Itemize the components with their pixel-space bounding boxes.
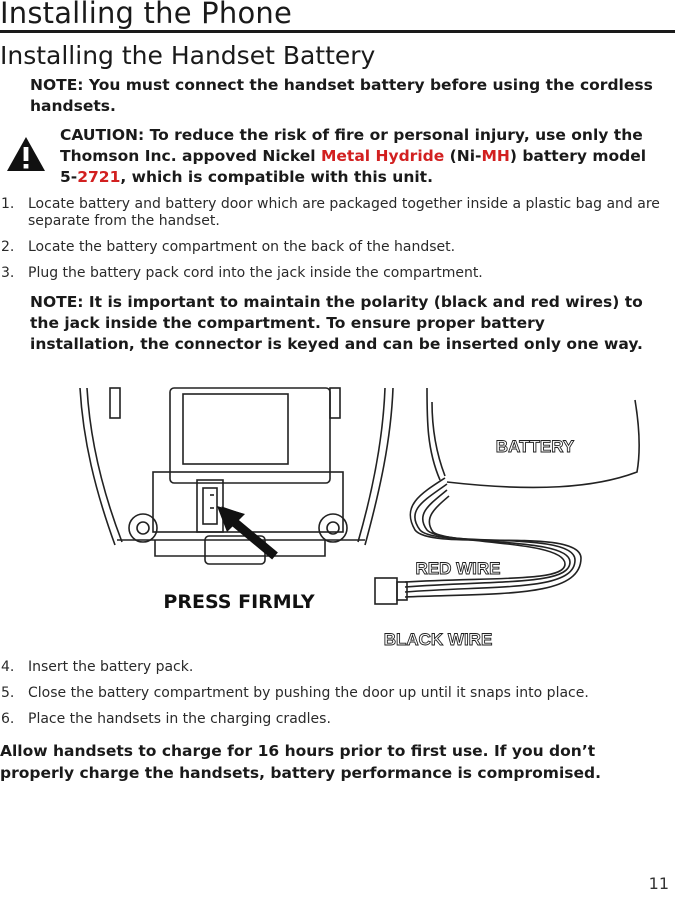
charge-notice: Allow handsets to charge for 16 hours prior to first use. If you don’t properly charge the handsets, battery performance is compromised. bbox=[0, 742, 601, 782]
battery-installation-illustration bbox=[75, 380, 645, 650]
step-item bbox=[1, 711, 675, 728]
step-number: 1. bbox=[1, 196, 15, 212]
steps-list-a bbox=[1, 196, 675, 291]
step-number: 3. bbox=[1, 265, 15, 281]
caution-red-model: 2721 bbox=[77, 168, 121, 186]
step-item bbox=[1, 239, 675, 256]
section-title: Installing the Phone bbox=[0, 0, 293, 30]
step-text: Locate the battery compartment on the back of the handset. bbox=[28, 239, 456, 255]
step-number: 5. bbox=[1, 685, 15, 701]
caution-text-b: (Ni- bbox=[444, 147, 482, 165]
page-number: 11 bbox=[648, 874, 669, 893]
red-wire-label: RED WIRE bbox=[415, 559, 501, 578]
step-item bbox=[1, 196, 675, 230]
caution-text-d: , which is compatible with this unit. bbox=[120, 168, 433, 186]
step-text: Close the battery compartment by pushing the door up until it snaps into place. bbox=[28, 685, 589, 701]
caution-text-a: CAUTION: To reduce the risk of fire or personal injury, use only the Thomson Inc. appoved Nickel bbox=[60, 126, 643, 165]
battery-label: BATTERY bbox=[495, 437, 575, 456]
steps-list-b bbox=[1, 659, 675, 737]
warning-icon bbox=[5, 135, 47, 173]
step-item bbox=[1, 265, 675, 282]
note-polarity: NOTE: It is important to maintain the polarity (black and red wires) to the jack inside the compartment. To ensure proper battery installation, the connector is keyed and can be inserted only one way. bbox=[30, 293, 643, 353]
caution-text bbox=[60, 125, 660, 188]
note-connect-battery: NOTE: You must connect the handset battery before using the cordless handsets. bbox=[30, 76, 653, 115]
subsection-title: Installing the Handset Battery bbox=[0, 41, 376, 70]
step-number: 2. bbox=[1, 239, 15, 255]
step-item bbox=[1, 659, 675, 676]
caution-text-c: ) battery model 5- bbox=[60, 147, 647, 186]
title-rule bbox=[0, 30, 675, 33]
step-text: Insert the battery pack. bbox=[28, 659, 194, 675]
black-wire-label: BLACK WIRE bbox=[383, 630, 493, 649]
caution-red-mh: MH bbox=[481, 147, 510, 165]
step-number: 4. bbox=[1, 659, 15, 675]
press-firmly-label: PRESS FIRMLY bbox=[163, 591, 315, 613]
step-text: Plug the battery pack cord into the jack inside the compartment. bbox=[28, 265, 483, 281]
step-text: Locate battery and battery door which are packaged together inside a plastic bag and are separate from the handset. bbox=[28, 196, 660, 229]
step-item bbox=[1, 685, 675, 702]
step-text: Place the handsets in the charging cradles. bbox=[28, 711, 331, 727]
step-number: 6. bbox=[1, 711, 15, 727]
caution-red-metal-hydride: Metal Hydride bbox=[320, 147, 445, 165]
